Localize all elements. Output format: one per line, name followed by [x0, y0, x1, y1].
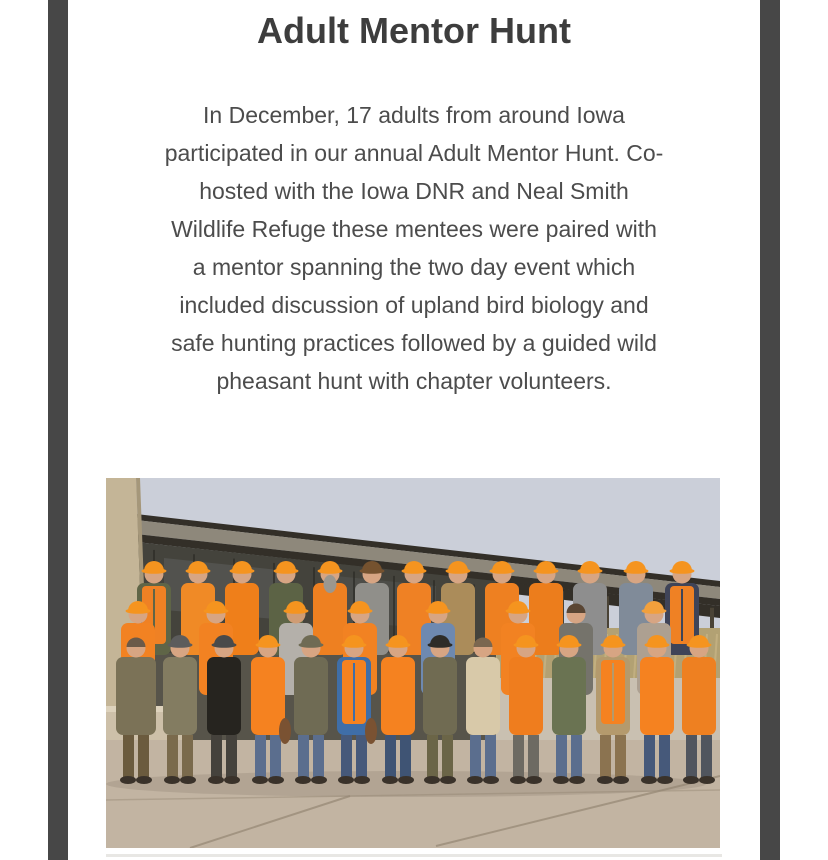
- left-frame-edge: [48, 0, 68, 860]
- intro-line: pheasant hunt with chapter volunteers.: [216, 368, 612, 394]
- intro-line: a mentor spanning the two day event which: [192, 254, 636, 280]
- group-photo-scene: [106, 478, 720, 848]
- right-frame-edge: [760, 0, 780, 860]
- intro-line: Wildlife Refuge these mentees were paired with: [171, 216, 657, 242]
- intro-line: participated in our annual Adult Mentor Hunt. Co-: [164, 140, 664, 166]
- intro-line: included discussion of upland bird biology and: [179, 292, 649, 318]
- intro-line: hosted with the Iowa DNR and Neal Smith: [199, 178, 629, 204]
- intro-line: safe hunting practices followed by a guided wild: [171, 330, 657, 356]
- page-title: Adult Mentor Hunt: [257, 10, 571, 51]
- group-photo[interactable]: [106, 478, 720, 848]
- next-section-peek: [106, 854, 722, 857]
- intro-line: In December, 17 adults from around Iowa: [203, 102, 625, 128]
- intro-paragraph: [68, 96, 760, 400]
